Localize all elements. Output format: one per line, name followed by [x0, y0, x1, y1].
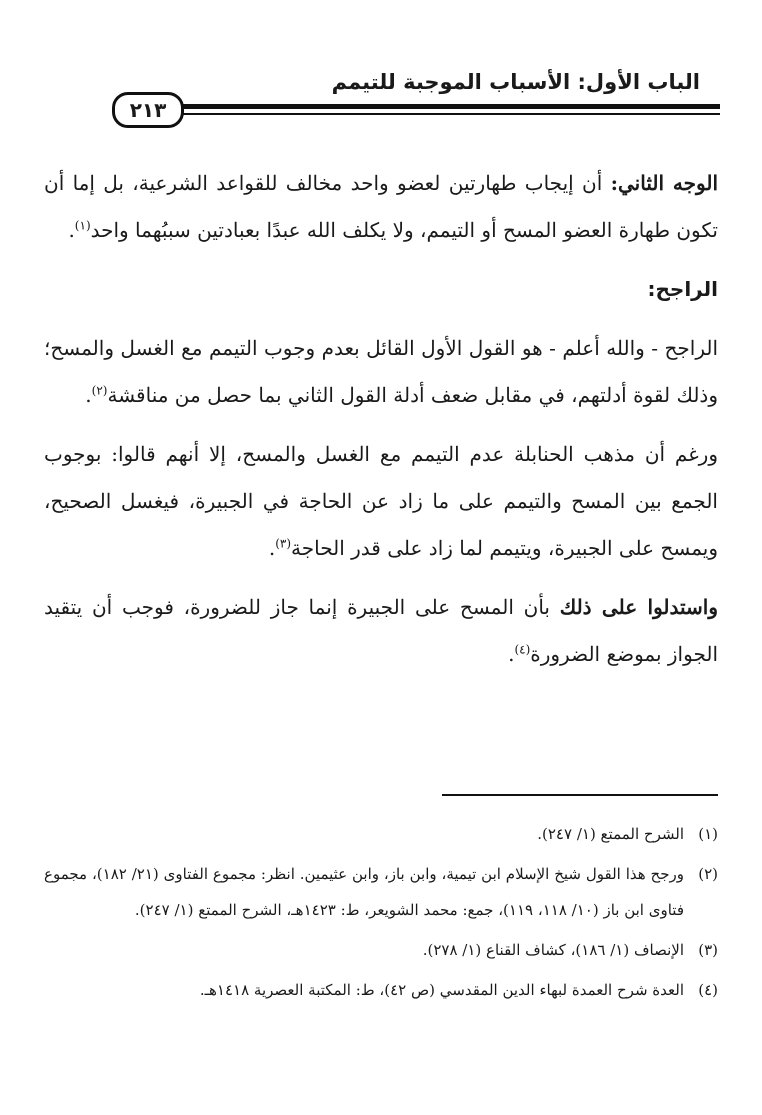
footnote: [44, 816, 718, 852]
paragraph-4: واستدلوا على ذلك بأن المسح على الجبيرة إنما جاز للضرورة، فوجب أن يتقيد الجواز بموضع الضرورة$^{(٤)}$.: [44, 595, 718, 666]
footnote-separator: [442, 794, 718, 796]
footnote-number: (٤): [698, 981, 718, 999]
paragraph-1-text: أن إيجاب طهارتين لعضو واحد مخالف للقواعد الشرعية، بل إما أن تكون طهارة العضو المسح أو التيمم، ولا يكلف الله عبدًا بعبادتين سببُهما واحد: [44, 171, 718, 242]
section-heading: الراجح:: [647, 277, 718, 301]
footnote-ref-4[interactable]: (٤): [514, 642, 531, 657]
footnote-text: الإنصاف (١/ ١٨٦)، كشاف القناع (١/ ٢٧٨).: [422, 941, 684, 959]
paragraph-3-text: ورغم أن مذهب الحنابلة عدم التيمم مع الغسل والمسح، إلا أنهم قالوا: بوجوب الجمع بين المسح والتيمم على ما زاد عن الحاجة في الجبيرة، فيغسل الصحيح، ويمسح على الجبيرة، ويتيمم لما زاد على قدر الحاجة: [44, 442, 718, 560]
header-rule-thin: [170, 113, 720, 115]
paragraph-2: الراجح - والله أعلم - هو القول الأول القائل بعدم وجوب التيمم مع الغسل والمسح؛ وذلك لقوة أدلتهم، في مقابل ضعف أدلة القول الثاني بما حصل من مناقشة$^{(٢)}$.: [44, 336, 718, 407]
footnote-number: (٢): [698, 865, 718, 883]
paragraph-4-label: واستدلوا على ذلك: [559, 595, 718, 619]
footnote-number: (٣): [698, 941, 718, 959]
footnote-number: (١): [698, 825, 718, 843]
footnote: [44, 856, 718, 928]
footnote-text: الشرح الممتع (١/ ٢٤٧).: [537, 825, 684, 843]
footnotes: [44, 816, 718, 1012]
paragraph-1: الوجه الثاني: أن إيجاب طهارتين لعضو واحد مخالف للقواعد الشرعية، بل إما أن تكون طهارة العضو المسح أو التيمم، ولا يكلف الله عبدًا بعبادتين سببُهما واحد$^{(١)}$.: [44, 171, 719, 242]
page-number: ٢١٣: [112, 92, 184, 128]
paragraph-2-text: الراجح - والله أعلم - هو القول الأول القائل بعدم وجوب التيمم مع الغسل والمسح؛ وذلك لقوة أدلتهم، في مقابل ضعف أدلة القول الثاني بما حصل من مناقشة: [44, 336, 718, 407]
footnote: [44, 972, 718, 1008]
footnote-ref-3[interactable]: (٣): [275, 536, 292, 551]
main-text: [44, 160, 718, 690]
footnote-text: العدة شرح العمدة لبهاء الدين المقدسي (ص ٤٢)، ط: المكتبة العصرية ١٤١٨هـ.: [199, 981, 684, 999]
running-title: الباب الأول: الأسباب الموجبة للتيمم: [331, 70, 700, 94]
paragraph-1-label: الوجه الثاني:: [610, 171, 719, 195]
footnote-text: ورجح هذا القول شيخ الإسلام ابن تيمية، وابن باز، وابن عثيمين. انظر: مجموع الفتاوى (٢١/ ١٨٢)، مجموع فتاوى ابن باز (١٠/ ١١٨، ١١٩)، جمع: محمد الشويعر، ط: ١٤٢٣هـ، الشرح الممتع (١/ ٢٤٧).: [44, 865, 684, 919]
paragraph-4-text: بأن المسح على الجبيرة إنما جاز للضرورة، فوجب أن يتقيد الجواز بموضع الضرورة: [44, 595, 718, 666]
paragraph-3: ورغم أن مذهب الحنابلة عدم التيمم مع الغسل والمسح، إلا أنهم قالوا: بوجوب الجمع بين المسح والتيمم على ما زاد عن الحاجة في الجبيرة، فيغسل الصحيح، ويمسح على الجبيرة، ويتيمم لما زاد على قدر الحاجة$^{(٣)}$.: [44, 442, 718, 560]
footnote: [44, 932, 718, 968]
footnote-ref-2[interactable]: (٢): [91, 383, 108, 398]
header-rule-thick: [170, 104, 720, 109]
footnote-ref-1[interactable]: (١): [74, 218, 91, 233]
